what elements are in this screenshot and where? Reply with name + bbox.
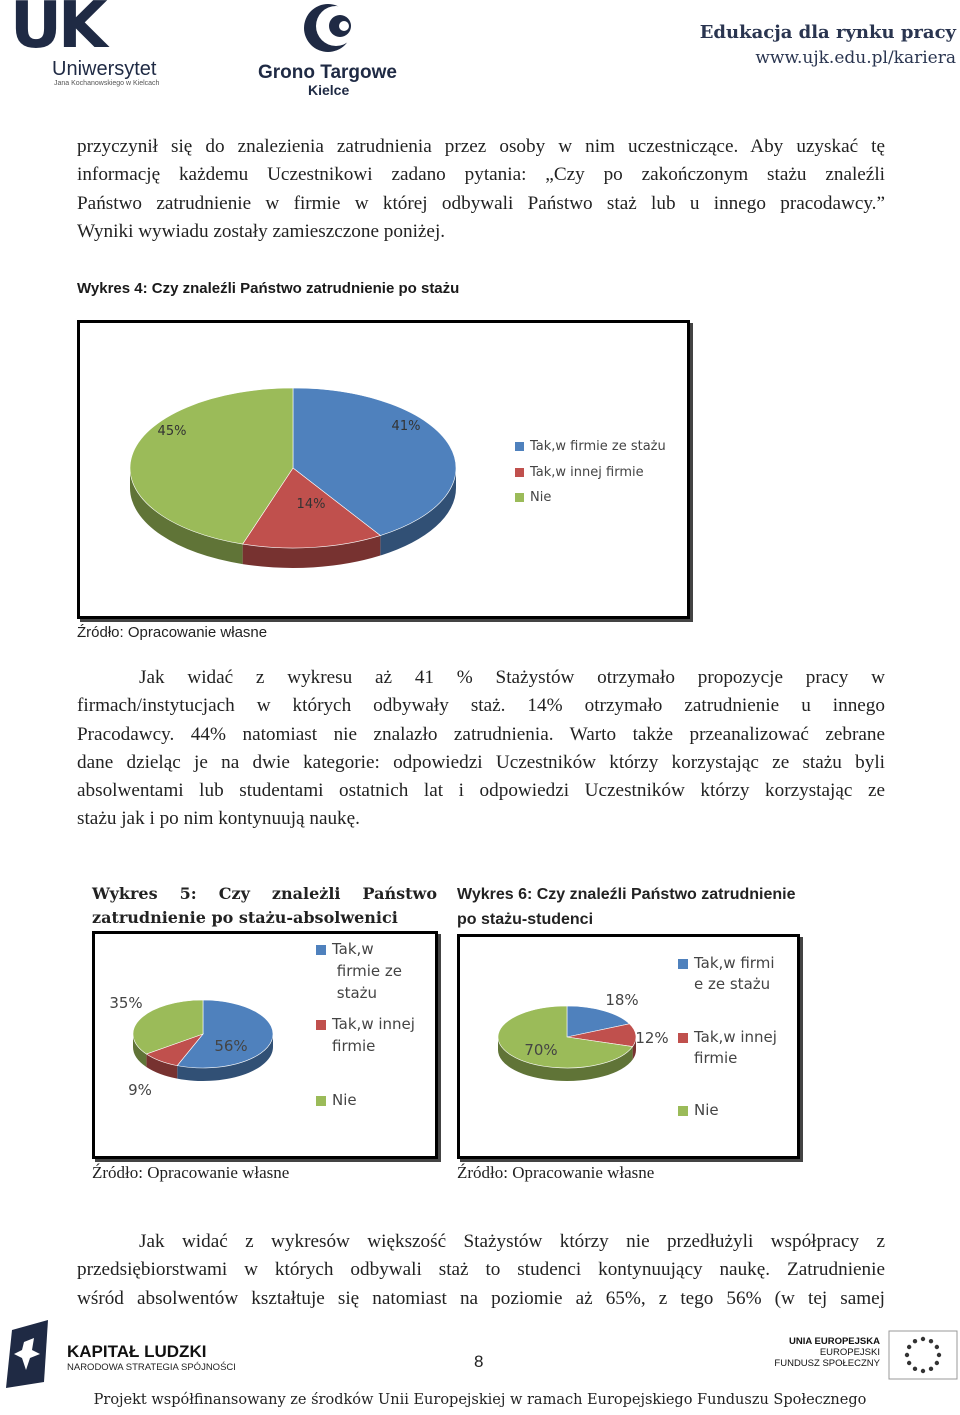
legend-swatch-tak-inna-firma xyxy=(316,1020,326,1030)
legend-label-tak-firma-ze-stazu: Tak,w firmie ze stażu xyxy=(332,940,402,1002)
intro-paragraph xyxy=(77,133,885,246)
legend-swatch-nie xyxy=(316,1096,326,1106)
legend-label-tak-inna-firma: Tak,w innej firmie xyxy=(694,1028,782,1067)
pie-label-tak-inna-firma: 9% xyxy=(128,1081,152,1099)
intro-line: Państwo zatrudnienie w firmie w której odbywali Państwo staż lub u innego pracodawcy.” xyxy=(77,192,885,214)
eu-flag-icon xyxy=(888,1330,958,1380)
pie-label-tak-firma-ze-stazu: 56% xyxy=(214,1037,248,1055)
chart6-svg xyxy=(460,937,797,1156)
grono-name: Grono Targowe xyxy=(258,62,397,83)
eu-star-icon xyxy=(935,1345,939,1349)
analysis-line: absolwentami lub studentami ostatnich lat i odpowiedzi Uczestników którzy korzystając ze xyxy=(77,780,885,802)
legend-label-nie: Nie xyxy=(530,490,552,505)
analysis-paragraph xyxy=(77,664,885,834)
legend-label-tak-firma-ze-stazu: Tak,w firmi e ze stażu xyxy=(694,954,775,993)
grono-targowe-logo xyxy=(250,0,420,100)
legend-label-tak-inna-firma: Tak,w innej firmie xyxy=(530,465,644,480)
chart5-caption xyxy=(92,882,437,930)
pie-label-tak-firma-ze-stazu: 41% xyxy=(391,419,421,434)
legend-swatch-nie xyxy=(678,1106,688,1116)
analysis-line: stażu jak i po nim kontynuują naukę. xyxy=(77,808,360,830)
footer-funding-line: Projekt współfinansowany ze środków Unii Europejskiej w ramach Europejskiego Funduszu Społecznego xyxy=(93,1392,867,1408)
chart6-caption-line: Wykres 6: Czy znaleźli Państwo zatrudnienie xyxy=(457,886,796,903)
legend-swatch-tak-firma-ze-stazu xyxy=(316,945,326,955)
pie-label-tak-firma-ze-stazu: 18% xyxy=(605,991,639,1009)
eu-star-icon xyxy=(935,1361,939,1365)
eu-line-2: EUROPEJSKI xyxy=(819,1347,880,1358)
legend-swatch-tak-inna-firma xyxy=(515,468,524,477)
pie-label-nie: 45% xyxy=(157,424,187,439)
conclusion-line: Jak widać z wykresów większość Stażystów którzy nie przedłużyli współpracy z xyxy=(139,1231,885,1252)
eu-star-icon xyxy=(929,1367,933,1371)
eu-text xyxy=(760,1336,880,1369)
chart6-caption xyxy=(457,882,802,932)
conclusion-line: wśród absolwentów kształtuje się natomiast na poziomie aż 65%, z tego 56% (w tej samej xyxy=(77,1287,885,1309)
uk-logo-name: Uniwersytet xyxy=(52,58,157,80)
intro-line: informację każdemu Uczestnikowi zadano pytania: „Czy po zakończonym stażu znaleźli xyxy=(77,164,885,186)
chart6-source: Źródło: Opracowanie własne xyxy=(457,1163,655,1182)
uk-logo xyxy=(6,2,166,90)
header-title: Edukacja dla rynku pracy xyxy=(699,22,956,43)
chart5-caption-line: zatrudnienie po stażu-absolwenici xyxy=(92,908,398,927)
pie-label-nie: 70% xyxy=(524,1041,558,1059)
grono-city: Kielce xyxy=(308,82,350,98)
chart6-caption-line: po stażu-studenci xyxy=(457,911,594,928)
eu-line-1: UNIA EUROPEJSKA xyxy=(789,1336,880,1347)
legend-swatch-tak-firma-ze-stazu xyxy=(678,959,688,969)
kapital-ludzki-flag-icon xyxy=(4,1320,54,1390)
chart5-caption-line: Wykres 5: Czy znależli Państwo xyxy=(92,884,437,903)
conclusion-paragraph xyxy=(77,1228,885,1313)
chart4-source: Źródło: Opracowanie własne xyxy=(77,624,268,641)
legend-label-tak-inna-firma: Tak,w innej firmie xyxy=(332,1015,420,1055)
analysis-line: firmach/instytucjach w których odbywały staż. 14% otrzymało zatrudnienie u innego xyxy=(77,695,885,717)
legend-label-tak-firma-ze-stazu: Tak,w firmie ze stażu xyxy=(530,439,666,454)
intro-line: przyczynił się do znalezienia zatrudnienia przez osoby w nim uczestniczące. Aby uzyskać tę xyxy=(77,136,885,157)
eu-star-icon xyxy=(921,1337,925,1341)
eu-star-icon xyxy=(937,1353,941,1357)
kapital-ludzki-title: KAPITAŁ LUDZKI xyxy=(67,1342,207,1361)
chart4-svg xyxy=(80,323,687,616)
pie-label-tak-inna-firma: 14% xyxy=(296,497,326,512)
kapital-ludzki-subtitle: NARODOWA STRATEGIA SPÓJNOŚCI xyxy=(67,1362,236,1373)
chart5-source: Źródło: Opracowanie własne xyxy=(92,1163,290,1182)
uk-logo-mark: UK xyxy=(10,0,104,63)
eu-star-icon xyxy=(907,1361,911,1365)
legend-swatch-tak-firma-ze-stazu xyxy=(515,442,524,451)
eu-line-3: FUNDUSZ SPOŁECZNY xyxy=(774,1358,880,1369)
intro-line: Wyniki wywiadu zostały zamieszczone poniżej. xyxy=(77,220,446,242)
chart4-caption: Wykres 4: Czy znaleźli Państwo zatrudnienie po stażu xyxy=(77,280,460,297)
eu-star-icon xyxy=(907,1345,911,1349)
analysis-line: dane dzieląc je na dwie kategorie: odpowiedzi Uczestników którzy korzystając ze stażu byli xyxy=(77,751,885,773)
chart5-frame xyxy=(92,931,438,1159)
eu-star-icon xyxy=(905,1353,909,1357)
uk-logo-subtitle: Jana Kochanowskiego w Kielcach xyxy=(54,80,160,87)
header-url[interactable]: www.ujk.edu.pl/kariera xyxy=(755,48,956,68)
analysis-line: Pracodawcy. 44% natomiast nie znalazło zatrudnienia. Warto także przeanalizować zebrane xyxy=(77,723,885,745)
chart4-frame xyxy=(77,320,690,619)
legend-label-nie: Nie xyxy=(694,1101,719,1119)
page-number: 8 xyxy=(474,1352,484,1371)
legend-swatch-nie xyxy=(515,493,524,502)
eu-star-icon xyxy=(913,1339,917,1343)
chart6-frame xyxy=(457,934,800,1159)
grono-swirl-icon xyxy=(300,2,360,58)
eu-star-icon xyxy=(921,1369,925,1373)
chart5-svg xyxy=(95,934,435,1156)
eu-star-icon xyxy=(913,1367,917,1371)
pie-label-tak-inna-firma: 12% xyxy=(635,1029,669,1047)
legend-label-nie: Nie xyxy=(332,1091,357,1109)
pie-label-nie: 35% xyxy=(109,994,143,1012)
conclusion-line: przedsiębiorstwami w których odbywali staż to studenci kontynuujący naukę. Zatrudnienie xyxy=(77,1259,885,1281)
eu-star-icon xyxy=(929,1339,933,1343)
analysis-line: Jak widać z wykresu aż 41 % Stażystów otrzymało propozycje pracy w xyxy=(139,667,885,688)
legend-swatch-tak-inna-firma xyxy=(678,1033,688,1043)
